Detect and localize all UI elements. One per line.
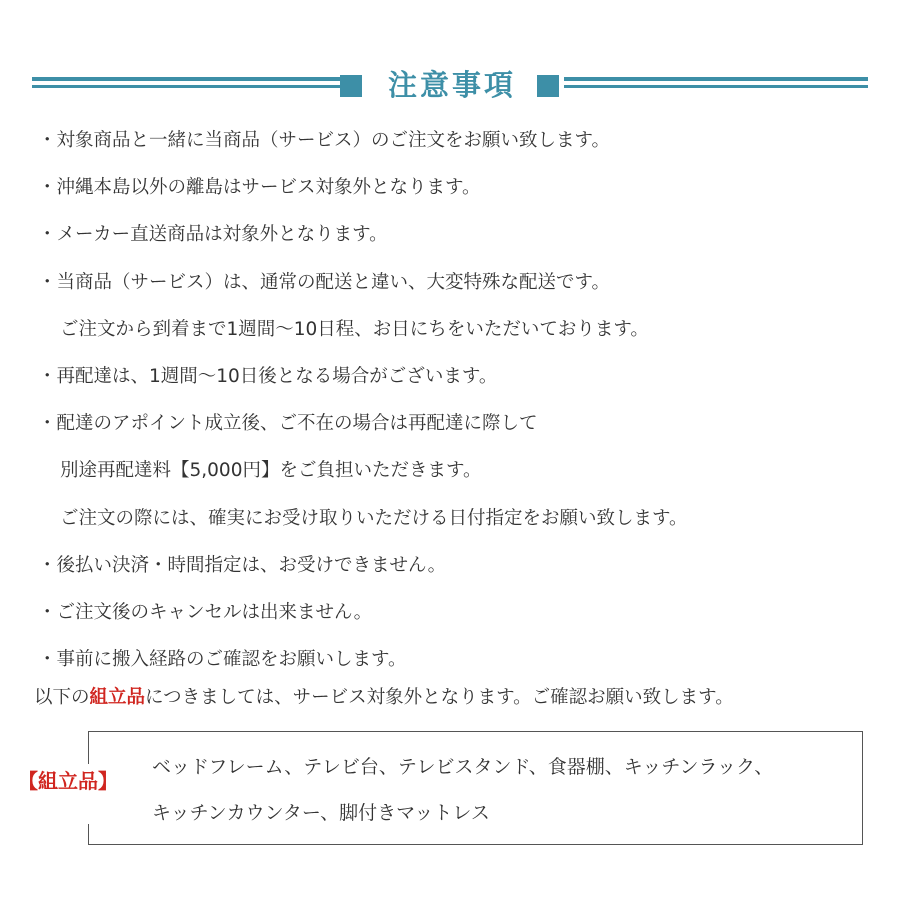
note-continuation: 別途再配達料【5,000円】をご負担いただきます。 [60,460,482,482]
summary-highlight: 組立品 [89,687,146,708]
note-item: ・再配達は、1週間～10日後となる場合がございます。 [38,365,498,387]
note-continuation: ご注文から到着まで1週間～10日程、お日にちをいただいております。 [60,318,649,340]
note-item: ・ご注文後のキャンセルは出来ません。 [38,601,373,623]
note-item: ・対象商品と一緒に当商品（サービス）のご注文をお願い致します。 [38,130,611,151]
summary-suffix: につきましては、サービス対象外となります。ご確認お願い致します。 [145,687,734,708]
note-item: ・沖縄本島以外の離島はサービス対象外となります。 [38,177,481,199]
note-item: ・後払い決済・時間指定は、お受けできません。 [38,554,447,576]
note-item: ・事前に搬入経路のご確認をお願いします。 [38,649,407,671]
header-square-left [340,75,362,97]
assembled-tag: 【組立品】 [18,764,118,798]
note-continuation: ご注文の際には、確実にお受け取りいただける日付指定をお願い致します。 [60,507,688,529]
section-header [32,62,868,108]
assembled-items [152,744,773,836]
summary-text [34,678,734,718]
assembled-items-line: キッチンカウンター、脚付きマットレス [152,802,490,824]
assembled-items-line: ベッドフレーム、テレビ台、テレビスタンド、食器棚、キッチンラック、 [152,756,774,778]
header-square-right [537,75,559,97]
header-rule-right [564,77,868,93]
notes-list [38,117,878,683]
note-item: ・当商品（サービス）は、通常の配送と違い、大変特殊な配送です。 [38,271,611,293]
header-rule-left [32,77,342,93]
note-item: ・メーカー直送商品は対象外となります。 [38,224,388,246]
note-item: ・配達のアポイント成立後、ご不在の場合は再配達に際して [38,413,538,435]
page-title: 注意事項 [387,68,516,102]
summary-prefix: 以下の [34,687,90,708]
